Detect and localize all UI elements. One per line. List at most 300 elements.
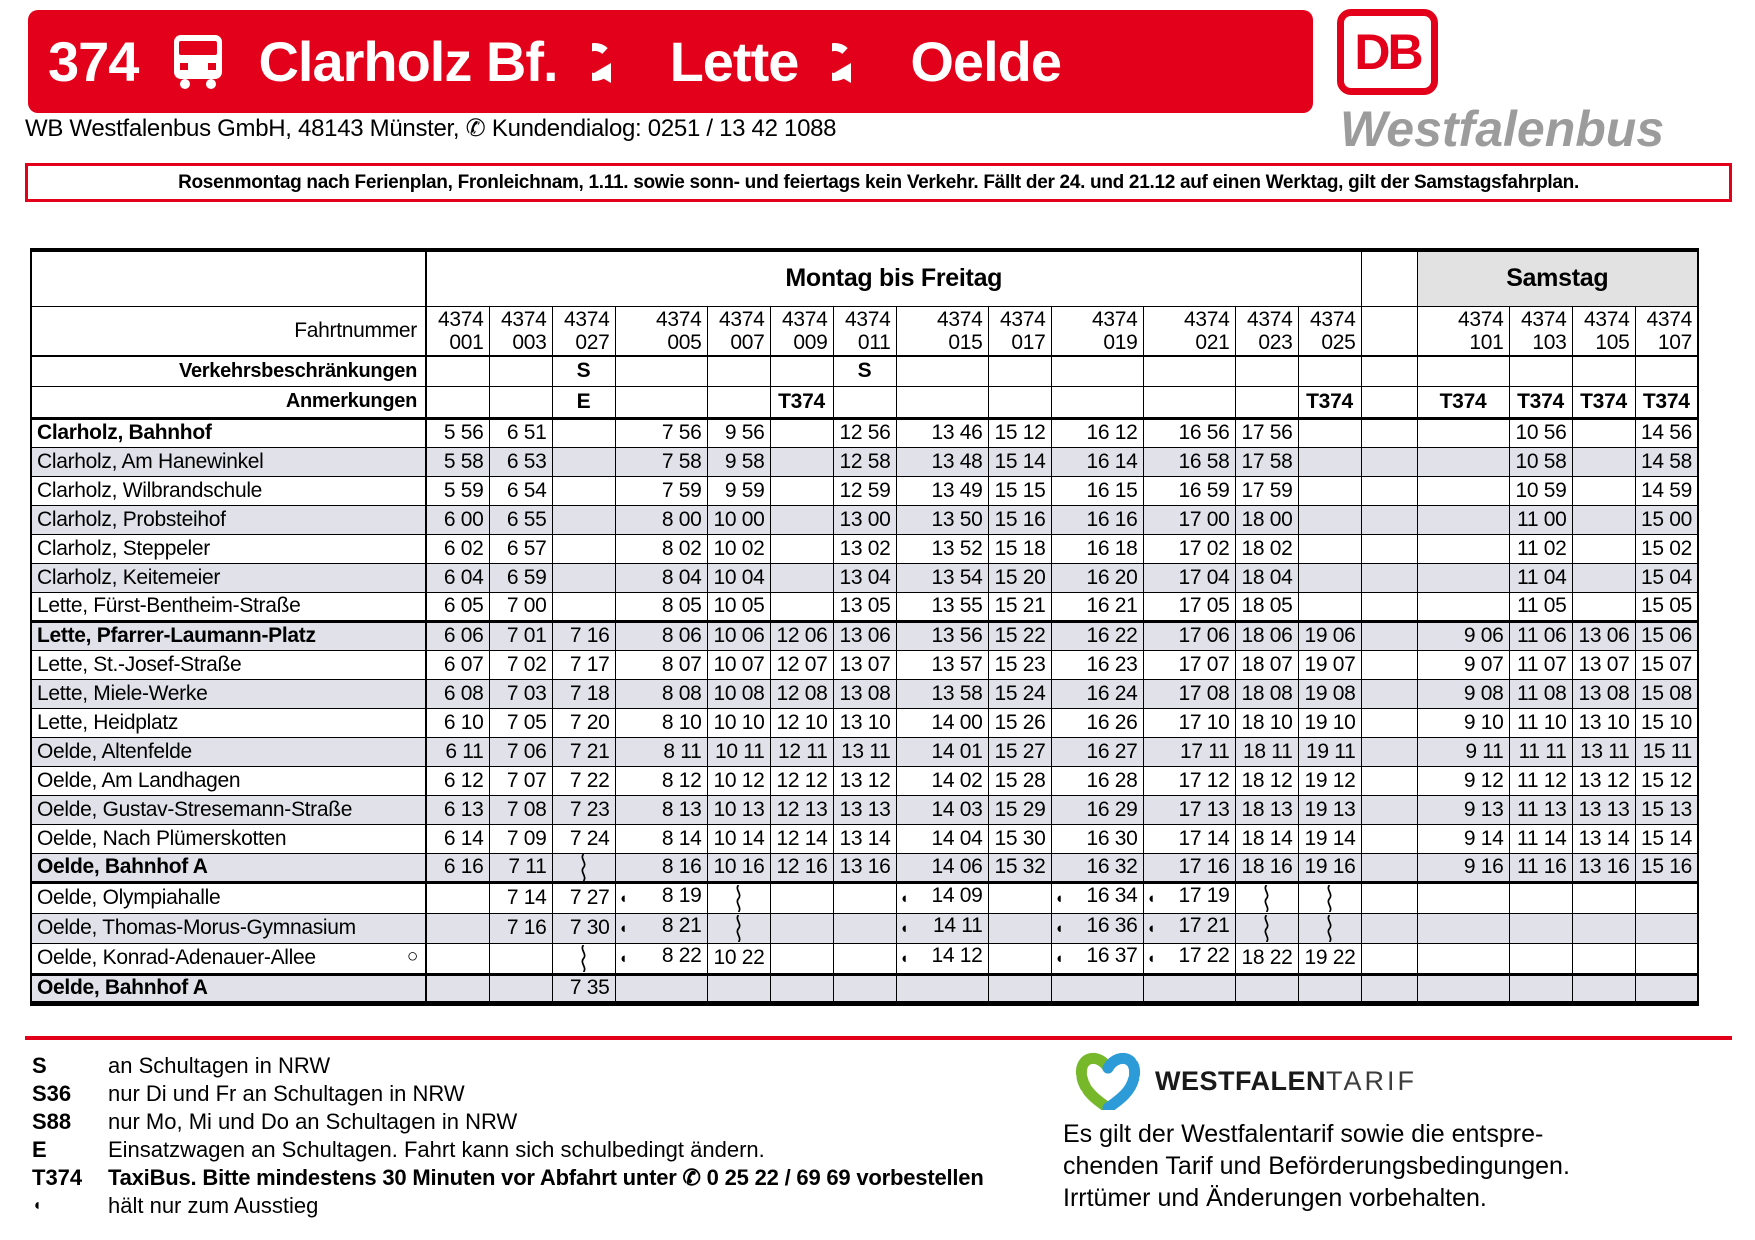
time-cell	[1051, 795, 1143, 824]
time-value: 6 07	[443, 652, 484, 676]
time-cell	[1635, 708, 1698, 737]
time-cell	[426, 795, 489, 824]
time-cell	[552, 592, 615, 621]
trip-number-cell: 4374 007	[707, 306, 770, 356]
time-value: 12 07	[776, 652, 828, 676]
time-cell	[615, 737, 707, 766]
time-value: 11 10	[1517, 710, 1567, 734]
time-cell	[988, 795, 1051, 824]
time-cell	[1298, 505, 1361, 534]
time-value: 6 06	[443, 624, 484, 647]
time-value: 17 05	[1178, 594, 1230, 617]
time-cell	[896, 592, 988, 621]
time-cell	[1572, 447, 1635, 476]
time-value: 7 07	[506, 768, 547, 792]
time-value: 10 13	[713, 797, 765, 821]
trip-number-cell: 4374 023	[1235, 306, 1298, 356]
time-cell	[707, 476, 770, 505]
time-cell	[426, 563, 489, 592]
time-value: 13 49	[931, 478, 983, 502]
time-value: 18 10	[1241, 710, 1293, 734]
time-cell	[988, 974, 1051, 1003]
separator-cell	[1361, 882, 1417, 913]
time-value: 8 10	[661, 710, 702, 734]
time-cell	[489, 943, 552, 974]
time-cell	[1298, 650, 1361, 679]
time-value: 17 10	[1178, 710, 1230, 734]
exit-only-icon: ◖	[899, 919, 909, 937]
time-cell	[1143, 534, 1235, 563]
time-value: 15 04	[1640, 565, 1692, 589]
stop-name: Oelde, Gustav-Stresemann-Straße	[31, 795, 426, 824]
time-cell	[552, 650, 615, 679]
time-value: 7 22	[569, 768, 610, 792]
route-stop-to: Oelde	[910, 30, 1061, 93]
db-logo-text: DB	[1354, 24, 1421, 80]
time-value: 15 12	[994, 421, 1046, 444]
exit-only-icon: ◖	[899, 889, 909, 907]
time-cell	[1572, 534, 1635, 563]
time-cell	[489, 476, 552, 505]
time-value: 19 06	[1304, 624, 1356, 647]
time-value: 6 10	[443, 710, 484, 734]
time-value: 7 01	[506, 624, 547, 647]
time-value: 11 13	[1517, 797, 1567, 821]
time-cell	[988, 913, 1051, 943]
legend	[32, 1052, 984, 1220]
time-cell	[615, 679, 707, 708]
time-cell	[1298, 882, 1361, 913]
westfalentarif-label-light: TARIF	[1326, 1066, 1417, 1096]
time-cell	[896, 621, 988, 650]
note-cell: T374	[1572, 386, 1635, 418]
time-value: 6 16	[443, 855, 484, 878]
westfalentarif-label	[1155, 1066, 1417, 1097]
time-value: 13 14	[1578, 826, 1630, 850]
time-cell	[988, 650, 1051, 679]
time-value: 15 14	[1640, 826, 1692, 850]
time-cell	[426, 913, 489, 943]
time-cell	[1509, 592, 1572, 621]
time-value: 13 10	[839, 710, 891, 734]
time-cell	[426, 943, 489, 974]
time-cell	[1051, 913, 1143, 943]
time-value: 16 14	[1086, 449, 1138, 473]
time-cell	[615, 534, 707, 563]
time-cell	[552, 621, 615, 650]
time-cell	[988, 476, 1051, 505]
time-value: 8 22	[661, 943, 702, 967]
westfalentarif-logo	[1075, 1048, 1417, 1115]
time-value: 7 14	[506, 886, 547, 909]
trip-number-cell: 4374 101	[1417, 306, 1509, 356]
time-cell	[770, 824, 833, 853]
time-cell	[489, 447, 552, 476]
time-value: 6 51	[506, 421, 547, 444]
time-cell	[1417, 650, 1509, 679]
time-value: 19 07	[1304, 652, 1356, 676]
time-value: 19 22	[1304, 946, 1356, 969]
time-value: 7 08	[506, 797, 547, 821]
time-cell	[988, 708, 1051, 737]
tariff-text-line: Es gilt der Westfalentarif sowie die entspre-	[1063, 1120, 1544, 1148]
restrictions-label: Verkehrsbeschränkungen	[31, 356, 426, 386]
time-cell	[1509, 563, 1572, 592]
time-cell	[1298, 853, 1361, 882]
separator-cell	[1361, 650, 1417, 679]
note-cell	[489, 386, 552, 418]
time-cell	[896, 795, 988, 824]
time-cell	[489, 737, 552, 766]
time-cell	[1235, 853, 1298, 882]
time-cell	[1635, 505, 1698, 534]
time-cell	[426, 766, 489, 795]
time-cell	[707, 737, 770, 766]
time-cell	[1509, 943, 1572, 974]
time-cell	[707, 447, 770, 476]
time-value: 14 09	[931, 883, 983, 907]
separator-cell	[1361, 356, 1417, 386]
time-value: 19 16	[1304, 855, 1356, 878]
time-cell	[552, 913, 615, 943]
time-value: 7 03	[506, 681, 547, 705]
corner-cell	[31, 250, 426, 306]
restriction-cell	[1572, 356, 1635, 386]
time-value: 13 10	[1578, 710, 1630, 734]
time-cell	[1635, 974, 1698, 1003]
heart-icon	[1075, 1048, 1141, 1115]
time-cell	[1509, 853, 1572, 882]
time-cell	[770, 621, 833, 650]
exit-only-icon: ◖	[1054, 919, 1064, 937]
time-cell	[988, 766, 1051, 795]
time-cell	[833, 737, 896, 766]
time-value: 16 58	[1178, 449, 1230, 473]
time-value: 12 06	[776, 624, 828, 647]
time-cell	[1572, 563, 1635, 592]
time-cell	[1051, 708, 1143, 737]
note-cell	[426, 386, 489, 418]
time-cell	[1051, 824, 1143, 853]
time-cell	[896, 679, 988, 708]
time-cell	[988, 418, 1051, 447]
legend-text: nur Di und Fr an Schultagen in NRW	[108, 1081, 465, 1106]
time-value: 12 56	[839, 421, 891, 444]
time-value: 15 18	[994, 536, 1046, 560]
time-value: 11 14	[1517, 826, 1567, 850]
time-cell	[1143, 592, 1235, 621]
time-value: 11 08	[1517, 681, 1567, 705]
time-cell	[615, 650, 707, 679]
time-cell	[489, 974, 552, 1003]
time-value: 19 13	[1304, 797, 1356, 821]
time-cell	[552, 943, 615, 974]
time-value: 7 16	[506, 916, 547, 939]
restriction-cell	[770, 356, 833, 386]
time-value: 9 58	[724, 449, 765, 473]
time-cell	[988, 534, 1051, 563]
time-cell	[988, 563, 1051, 592]
time-cell	[552, 882, 615, 913]
stop-name: Lette, Fürst-Bentheim-Straße	[31, 592, 426, 621]
time-cell	[1235, 418, 1298, 447]
restriction-cell	[1417, 356, 1509, 386]
time-value: 10 12	[713, 768, 765, 792]
time-cell	[615, 708, 707, 737]
time-cell	[1635, 943, 1698, 974]
time-value: 12 10	[776, 710, 828, 734]
time-cell	[707, 882, 770, 913]
time-cell	[552, 476, 615, 505]
restriction-cell	[615, 356, 707, 386]
line-number: 374	[48, 30, 139, 93]
time-value: 15 26	[994, 710, 1046, 734]
time-cell	[707, 824, 770, 853]
time-cell	[833, 913, 896, 943]
restriction-cell	[988, 356, 1051, 386]
time-value: 12 08	[776, 681, 828, 705]
time-value: 16 26	[1086, 710, 1138, 734]
time-value: 8 11	[663, 739, 702, 763]
time-value: 6 12	[443, 768, 484, 792]
time-cell	[1509, 621, 1572, 650]
time-cell	[615, 766, 707, 795]
time-cell	[1051, 737, 1143, 766]
time-value: 6 05	[443, 594, 484, 617]
time-value: 7 30	[569, 916, 610, 939]
time-cell	[707, 853, 770, 882]
time-value: 7 17	[569, 652, 610, 676]
time-value: 14 00	[931, 710, 983, 734]
time-cell	[988, 447, 1051, 476]
exit-only-icon: ◖	[1054, 949, 1064, 967]
time-cell	[426, 592, 489, 621]
time-value: 13 12	[839, 768, 891, 792]
time-value: 12 11	[778, 739, 828, 763]
time-value: 8 04	[661, 565, 702, 589]
time-cell	[896, 563, 988, 592]
separator-cell	[1361, 974, 1417, 1003]
time-cell	[1509, 650, 1572, 679]
time-value: 18 05	[1241, 594, 1293, 617]
time-value: 18 07	[1241, 652, 1293, 676]
time-cell	[988, 824, 1051, 853]
separator-cell	[1361, 766, 1417, 795]
time-cell	[770, 679, 833, 708]
time-value: 14 04	[931, 826, 983, 850]
time-value: 13 06	[839, 624, 891, 647]
trip-number-cell: 4374 027	[552, 306, 615, 356]
time-value: 15 12	[1640, 768, 1692, 792]
time-cell	[1235, 737, 1298, 766]
time-cell	[1417, 679, 1509, 708]
time-value: 15 16	[1640, 855, 1692, 878]
time-value: 6 11	[445, 739, 484, 763]
time-cell	[833, 505, 896, 534]
time-cell	[615, 592, 707, 621]
legend-term: ◖	[32, 1197, 42, 1214]
stop-row	[31, 679, 1698, 708]
time-cell	[1143, 824, 1235, 853]
stop-row	[31, 447, 1698, 476]
time-cell	[615, 913, 707, 943]
time-value: 16 29	[1086, 797, 1138, 821]
time-value: 8 08	[661, 681, 702, 705]
time-cell	[707, 505, 770, 534]
time-value: 13 12	[1578, 768, 1630, 792]
time-cell	[615, 505, 707, 534]
time-cell	[896, 650, 988, 679]
exit-only-icon: ◖	[1054, 889, 1064, 907]
time-value: 7 35	[569, 976, 610, 999]
time-cell	[833, 563, 896, 592]
stop-row	[31, 824, 1698, 853]
time-cell	[833, 708, 896, 737]
time-cell	[707, 534, 770, 563]
separator-cell	[1361, 505, 1417, 534]
time-value: 15 11	[1642, 739, 1692, 763]
time-cell	[707, 943, 770, 974]
time-cell	[1143, 737, 1235, 766]
time-value: 8 13	[661, 797, 702, 821]
time-cell	[1051, 592, 1143, 621]
time-value: 8 05	[661, 594, 702, 617]
time-value: 18 02	[1241, 536, 1293, 560]
time-cell	[1143, 943, 1235, 974]
trip-number-cell: 4374 105	[1572, 306, 1635, 356]
time-cell	[707, 795, 770, 824]
time-value: 7 24	[569, 826, 610, 850]
time-cell	[489, 824, 552, 853]
time-cell	[552, 505, 615, 534]
time-cell	[1235, 943, 1298, 974]
time-cell	[1417, 737, 1509, 766]
time-value: 11 11	[1518, 739, 1567, 763]
time-cell	[1417, 534, 1509, 563]
time-value: 19 14	[1304, 826, 1356, 850]
stop-row	[31, 974, 1698, 1003]
time-value: 16 37	[1086, 943, 1138, 967]
time-value: 7 18	[569, 681, 610, 705]
notice-box	[25, 163, 1732, 202]
note-cell	[615, 386, 707, 418]
time-cell	[1143, 853, 1235, 882]
time-cell	[896, 974, 988, 1003]
time-value: 18 08	[1241, 681, 1293, 705]
time-cell	[1051, 447, 1143, 476]
trip-number-cell: 4374 003	[489, 306, 552, 356]
time-cell	[707, 974, 770, 1003]
time-cell	[1417, 974, 1509, 1003]
time-value: 15 32	[994, 855, 1046, 878]
legend-term: S	[32, 1053, 47, 1078]
restriction-cell	[1635, 356, 1698, 386]
time-cell	[896, 476, 988, 505]
time-value: 12 14	[776, 826, 828, 850]
time-cell	[1051, 534, 1143, 563]
time-cell	[988, 679, 1051, 708]
time-cell	[896, 824, 988, 853]
time-value: 10 02	[713, 536, 765, 560]
time-value: 16 36	[1086, 913, 1138, 937]
time-cell	[1635, 534, 1698, 563]
time-value: 8 21	[661, 913, 702, 937]
time-value: 7 09	[506, 826, 547, 850]
time-cell	[1143, 447, 1235, 476]
time-cell	[1298, 447, 1361, 476]
separator-header	[1361, 250, 1417, 306]
time-cell	[1572, 913, 1635, 943]
time-value: 6 13	[443, 797, 484, 821]
time-cell	[707, 650, 770, 679]
time-cell	[770, 943, 833, 974]
note-cell: T374	[1509, 386, 1572, 418]
time-cell	[1235, 563, 1298, 592]
brand-logo: Westfalenbus	[1340, 101, 1665, 157]
time-cell	[1298, 943, 1361, 974]
time-cell	[1509, 534, 1572, 563]
time-value: 9 10	[1463, 710, 1504, 734]
time-value: 18 14	[1241, 826, 1293, 850]
time-cell	[552, 795, 615, 824]
time-value: 8 12	[661, 768, 702, 792]
time-value: 17 07	[1178, 652, 1230, 676]
time-value: 18 11	[1243, 739, 1293, 763]
time-value: 19 12	[1304, 768, 1356, 792]
time-value: 16 16	[1086, 507, 1138, 531]
separator-cell	[1361, 534, 1417, 563]
time-value: 6 54	[506, 478, 547, 502]
time-value: 11 05	[1517, 594, 1567, 617]
time-cell	[1509, 505, 1572, 534]
exit-only-icon: ◖	[618, 889, 628, 907]
time-value: 9 59	[724, 478, 765, 502]
time-value: 15 27	[994, 739, 1046, 763]
time-value: 6 04	[443, 565, 484, 589]
note-cell	[1143, 386, 1235, 418]
restriction-cell	[1051, 356, 1143, 386]
time-value: 18 22	[1241, 946, 1293, 969]
time-cell	[1051, 943, 1143, 974]
time-value: 8 16	[661, 855, 702, 878]
time-cell	[489, 534, 552, 563]
time-value: 17 22	[1178, 943, 1230, 967]
time-cell	[833, 476, 896, 505]
restriction-cell	[1298, 356, 1361, 386]
time-cell	[426, 447, 489, 476]
time-cell	[833, 447, 896, 476]
time-cell	[707, 563, 770, 592]
time-cell	[770, 766, 833, 795]
time-value: 18 06	[1241, 624, 1293, 647]
time-value: 19 08	[1304, 681, 1356, 705]
time-value: 14 12	[931, 943, 983, 967]
separator-cell	[1361, 913, 1417, 943]
time-cell	[1417, 592, 1509, 621]
header-bar	[28, 10, 1313, 113]
time-value: 19 11	[1306, 739, 1356, 763]
time-value: 7 23	[569, 797, 610, 821]
stop-name: Oelde, Nach Plümerskotten	[31, 824, 426, 853]
time-value: 10 06	[713, 624, 765, 647]
note-cell: T374	[1635, 386, 1698, 418]
time-value: 17 04	[1178, 565, 1230, 589]
trip-number-cell: 4374 021	[1143, 306, 1235, 356]
phone-icon: ✆	[465, 115, 486, 142]
time-cell	[615, 418, 707, 447]
time-value: 16 20	[1086, 565, 1138, 589]
exit-only-icon: ◖	[1146, 889, 1156, 907]
